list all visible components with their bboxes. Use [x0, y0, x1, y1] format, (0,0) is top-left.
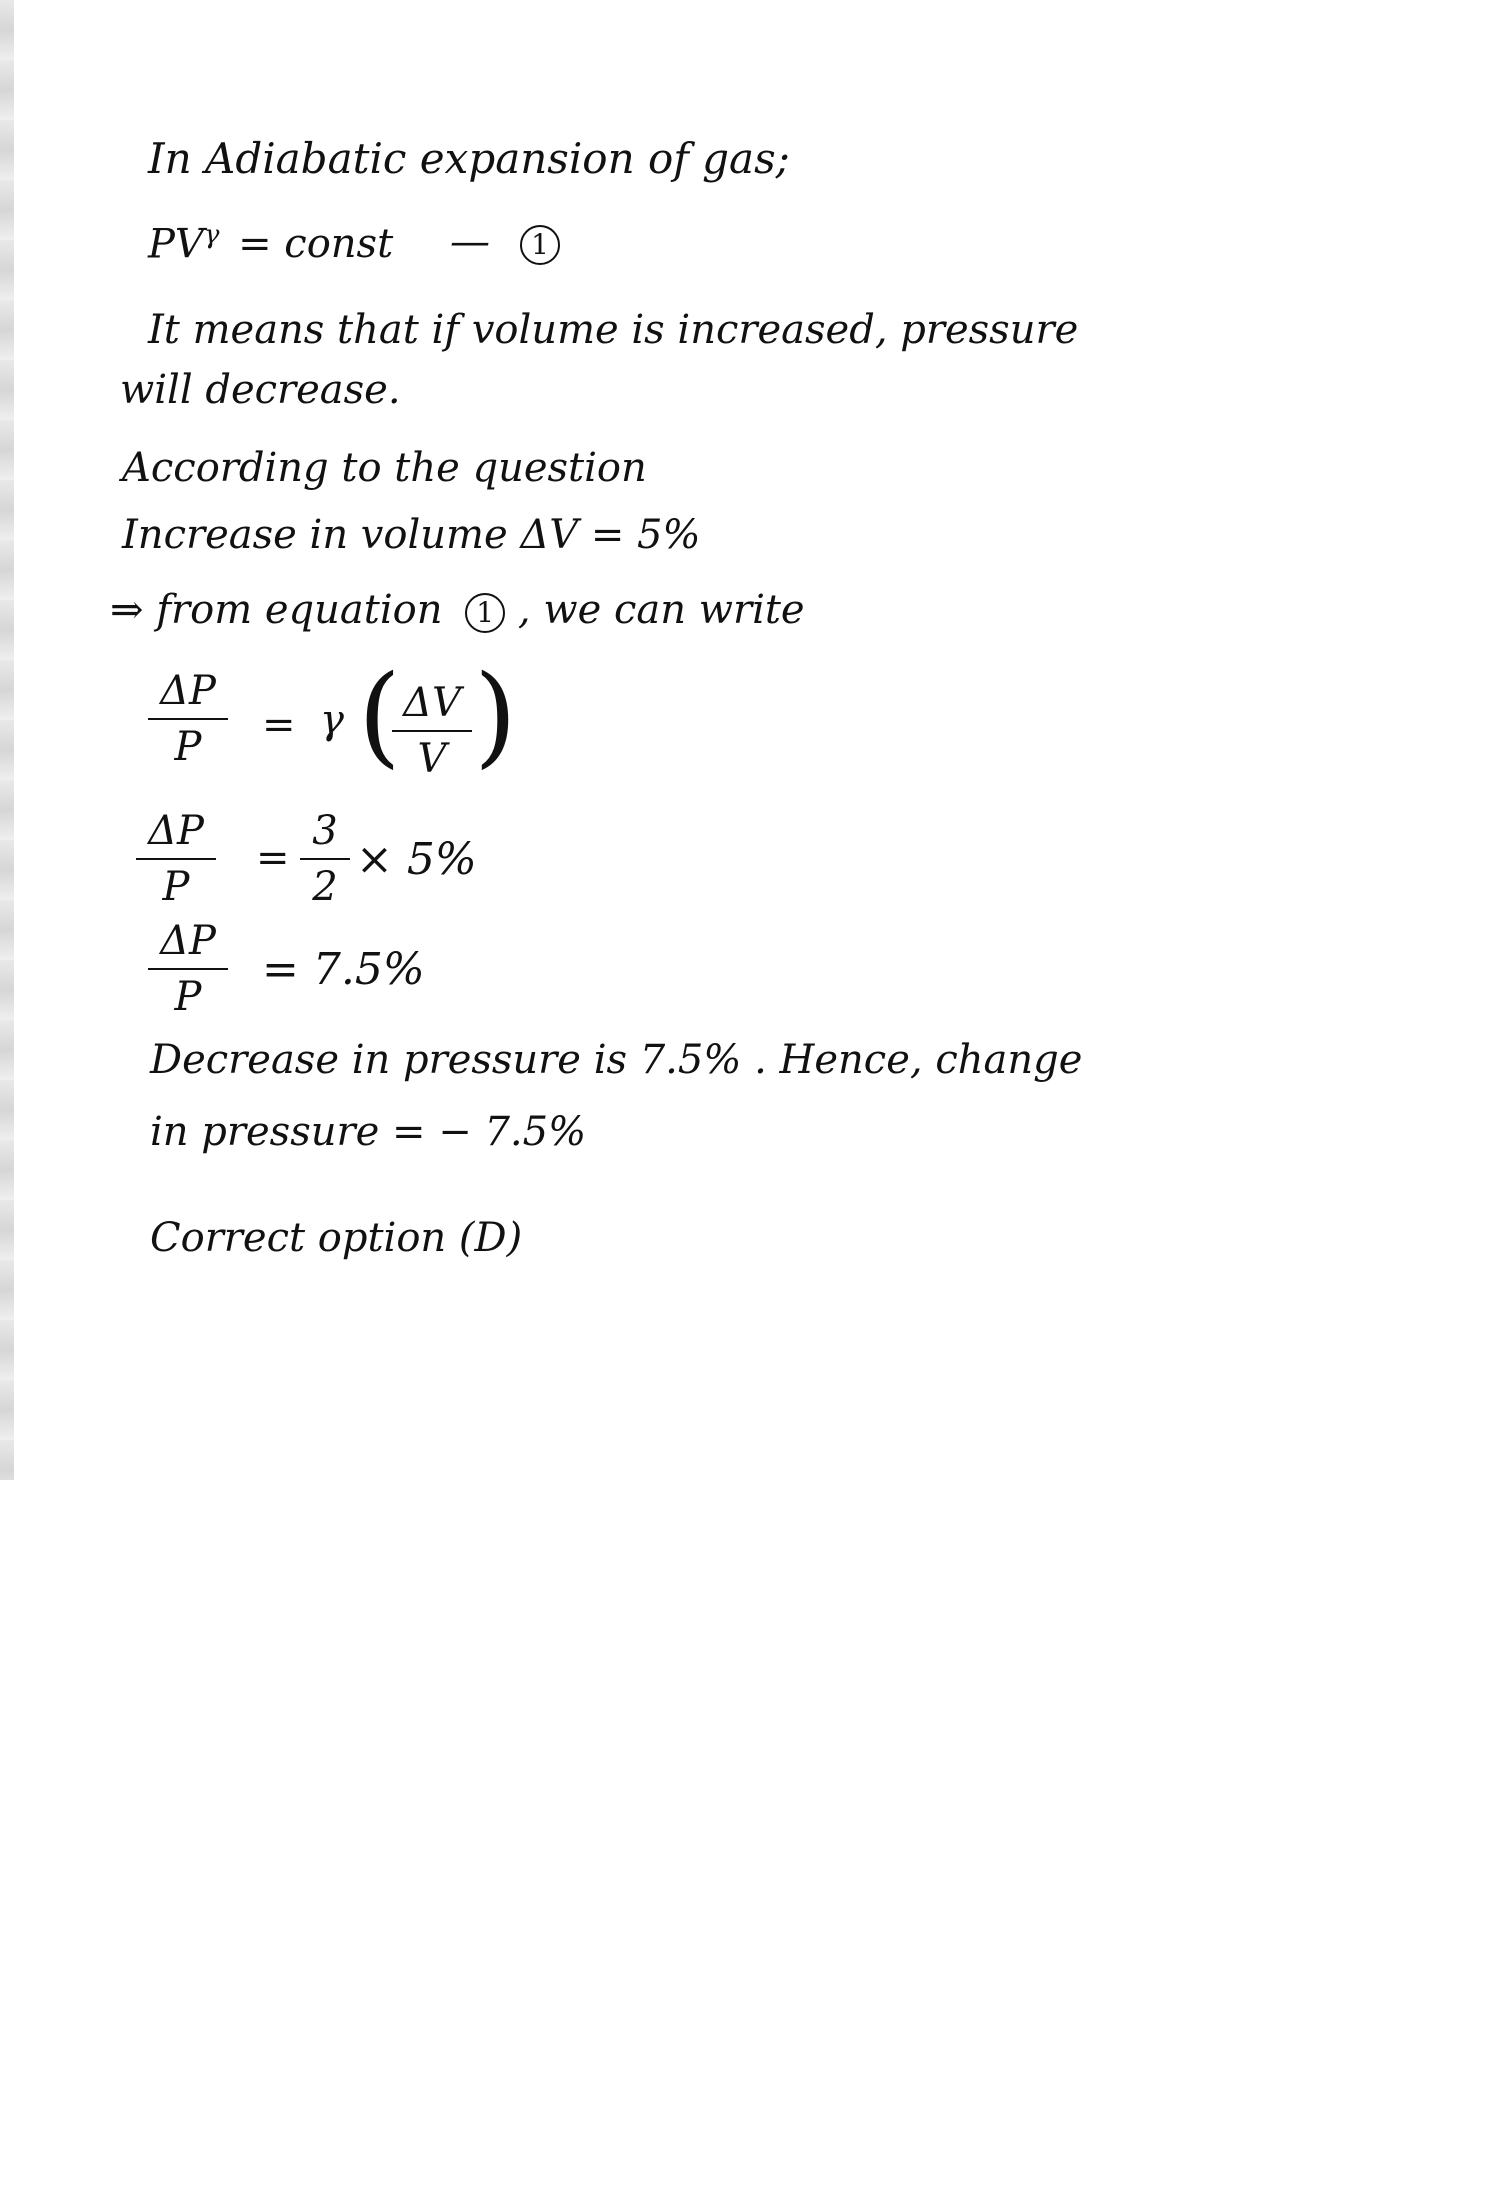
eq1-inner-numerator: ΔV [403, 680, 461, 726]
eq1-fraction [148, 668, 228, 770]
eq2-three-halves [300, 808, 350, 910]
eq1-equals: = [262, 702, 296, 748]
line-volume-pressure: It means that if volume is increased, pressure [148, 307, 1079, 353]
eq2-fraction [136, 808, 216, 910]
eq2-numerator: ΔP [148, 808, 204, 854]
eq1-left-paren: ( [358, 651, 401, 779]
line-increase-volume: Increase in volume ΔV = 5% [122, 512, 701, 558]
eq3-bar [148, 968, 228, 970]
notebook-edge [0, 0, 14, 1480]
eq3-fraction [148, 918, 228, 1020]
line-change-pressure: in pressure = − 7.5% [150, 1109, 587, 1155]
eq3-numerator: ΔP [160, 918, 216, 964]
eq2-frac-denominator: 2 [312, 864, 338, 910]
eq1-right-paren: ) [474, 651, 517, 779]
eq1-denominator: P [174, 724, 202, 770]
eq1-inner-fraction [392, 680, 472, 782]
eq2-bar [136, 858, 216, 860]
eq1-inner-bar [392, 730, 472, 732]
eq2-equals: = [256, 835, 290, 881]
equation-ref-1: 1 [465, 593, 505, 633]
eq2-frac-bar [300, 858, 350, 860]
equation-pv-gamma [148, 220, 394, 268]
eq3-denominator: P [174, 974, 202, 1020]
from-equation-text: ⇒ from equation [110, 587, 443, 633]
eq1-bar [148, 718, 228, 720]
pv-lhs: PV [148, 221, 204, 268]
equation-dash: — [450, 219, 490, 265]
eq1-inner-denominator: V [417, 736, 447, 782]
eq2-denominator: P [162, 864, 190, 910]
line-from-equation [110, 587, 805, 633]
we-can-write-text: , we can write [517, 587, 805, 633]
gamma-exponent: γ [203, 220, 220, 250]
eq2-times-five: × 5% [356, 834, 477, 885]
line-correct-option: Correct option (D) [150, 1215, 523, 1261]
eq1-numerator: ΔP [160, 668, 216, 714]
equation-number-1: 1 [520, 222, 560, 265]
eq1-gamma: γ [320, 697, 344, 743]
eq3-result: = 7.5% [262, 944, 425, 995]
const-rhs: = const [238, 221, 394, 268]
eq2-frac-numerator: 3 [312, 808, 338, 854]
line-will-decrease: will decrease. [120, 367, 401, 413]
line-according-question: According to the question [122, 445, 647, 491]
line-decrease-pressure: Decrease in pressure is 7.5% . Hence, change [150, 1037, 1083, 1083]
line-adiabatic-intro: In Adiabatic expansion of gas; [148, 134, 790, 183]
